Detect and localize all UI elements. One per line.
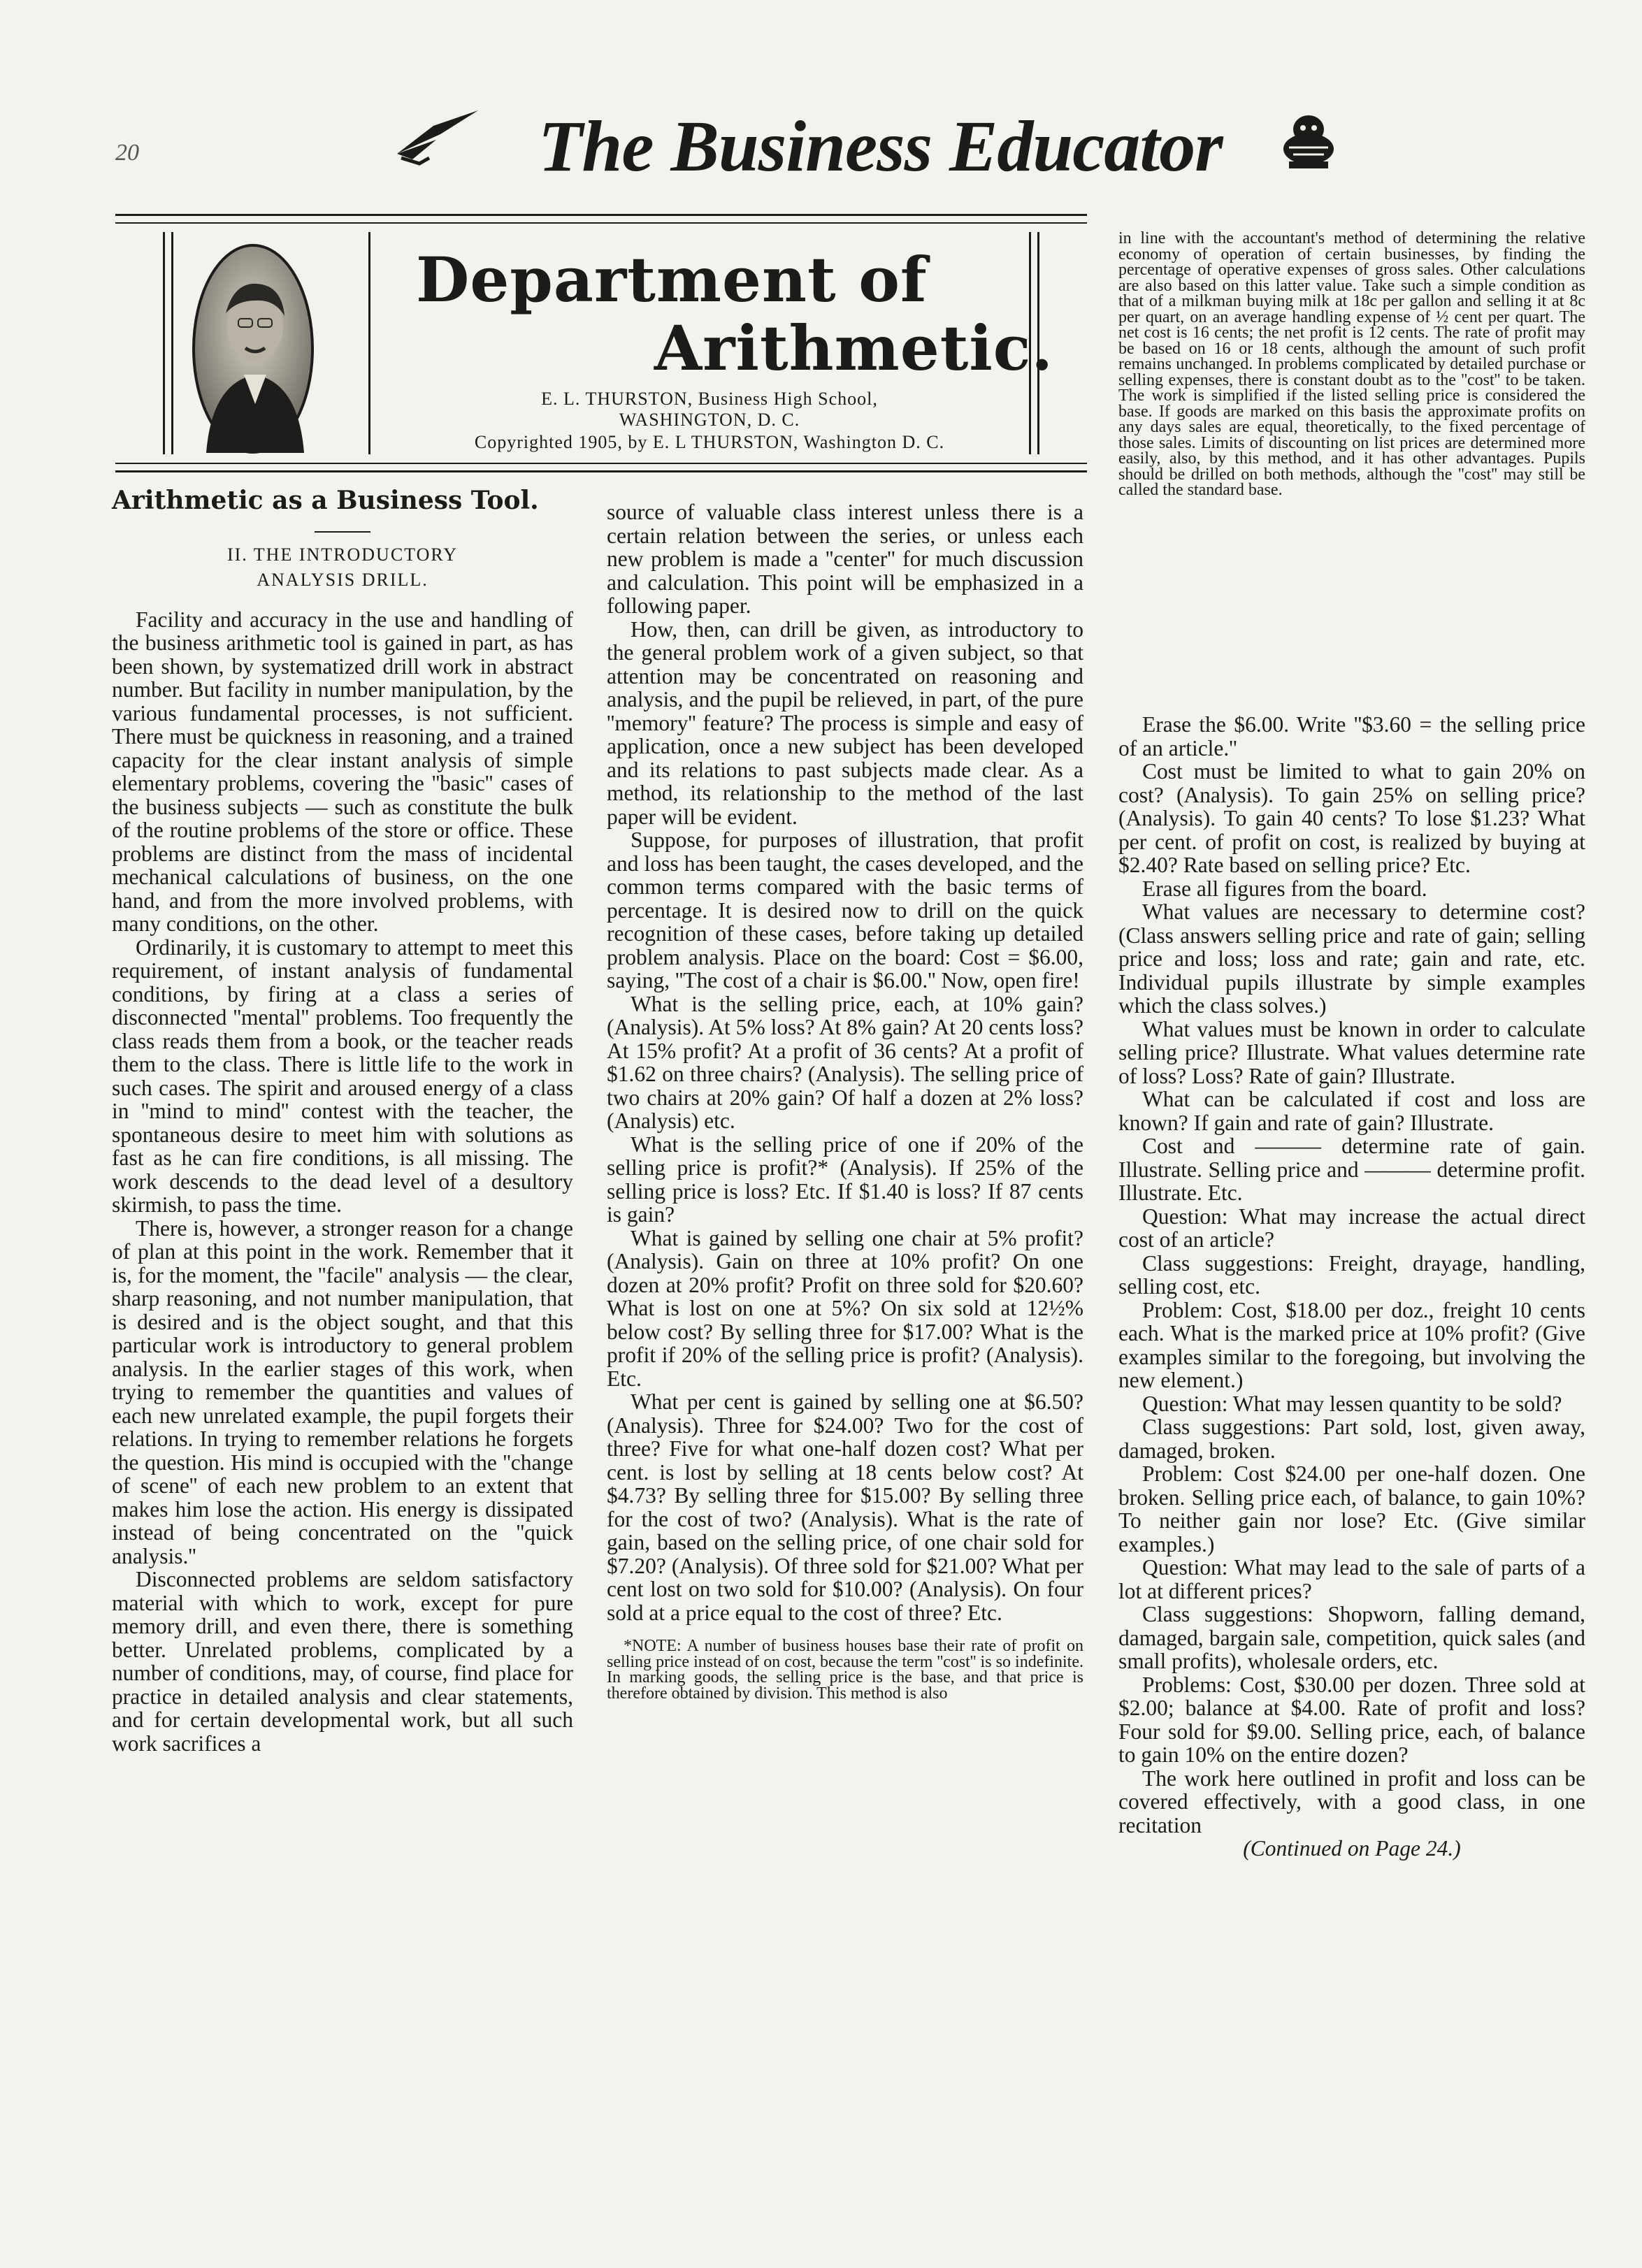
page-number: 20 [115,140,139,166]
section-heading-line1: II. THE INTRODUCTORY [226,544,459,565]
footnote [607,1638,1083,1701]
paragraph: Cost and ——— determine rate of gain. Illustrate. Selling price and ——— determine profit. Illustrate. Etc. [1118,1134,1585,1205]
paragraph: Problems: Cost, $30.00 per dozen. Three sold at $2.00; balance at $4.00. Rate of profit and loss? Four sold for $9.00. Selling price, each, of balance to gain 10% on the entire dozen? [1118,1672,1585,1767]
paragraph: Erase the $6.00. Write ''$3.60 = the selling price of an article.'' [1118,712,1585,760]
paragraph: What per cent is gained by selling one at $6.50? (Analysis). Three for $24.00? Two for the cost of three? Five for what one-half dozen cost? What per cent. is lost by selling at 18 cents below cost? At $4.73? By selling three for $15.00? By selling three for the cost of two? (Analysis). What is the rate of gain, based on the selling price, of one chair sold for $7.20? (Analysis). Of three sold for $21.00? What per cent lost on two sold for $10.00? (Analysis). On four sold at a price equal to the cost of three? Etc. [607,1389,1083,1625]
department-title-line2: Arithmetic. [654,312,1053,384]
paragraph: Class suggestions: Part sold, lost, given away, damaged, broken. [1118,1415,1585,1463]
paragraph: Class suggestions: Shopworn, falling demand, damaged, bargain sale, competition, quick sales (and small profits), wholesale orders, etc. [1118,1602,1585,1673]
paragraph: What values are necessary to determine cost? (Class answers selling price and rate of gain; selling price and loss; loss and rate; gain and rate, etc. Individual pupils illustrate by simple examples which the class solves.) [1118,900,1585,1018]
column-middle [607,500,1083,1701]
paragraph: Question: What may lead to the sale of parts of a lot at different prices? [1118,1555,1585,1603]
quill-pen-icon [391,105,482,168]
paragraph: What values must be known in order to calculate selling price? Illustrate. What values determine rate of loss? Loss? Rate of gain? Illustrate. [1118,1016,1585,1088]
paragraph: What can be calculated if cost and loss are known? If gain and rate of gain? Illustrate. [1118,1087,1585,1135]
copyright-line: Copyrighted 1905, by E. L THURSTON, Washington D. C. [474,432,945,452]
paragraph: Cost must be limited to what to gain 20% on cost? (Analysis). To gain 25% on selling price? (Analysis). To gain 40 cents? To lose $1.23? What per cent. of profit on cost, is realized by buying at $2.40? Rate based on selling price? Etc. [1118,759,1585,877]
section-heading-line2: ANALYSIS DRILL. [257,569,428,590]
paragraph: What is the selling price, each, at 10% gain? (Analysis). At 5% loss? At 8% gain? At 20 cents loss? At 15% profit? At a profit of 36 cents? At a profit of $1.62 on three chairs? (Analysis). The selling price of two chairs at 20% gain? Of half a dozen at 2% loss? (Analysis) etc. [607,991,1083,1133]
paragraph: What is gained by selling one chair at 5% profit? (Analysis). Gain on three at 10% profit? On one dozen at 20% profit? Profit on three sold for $20.60? What is lost on one at 5%? On six sold at 12½% below cost? By selling three for $17.00? What is the profit if 20% of the selling price is profit? (Analysis). Etc. [607,1225,1083,1391]
section-heading [112,531,573,593]
paragraph: How, then, can drill be given, as introductory to the general problem work of a given subject, so that attention may be concentrated on reasoning and analysis, and the pupil be relieved, in part, of the pure ''memory'' feature? The process is simple and easy of application, once a new subject has been developed and its relations to past subjects made clear. As a method, its relationship to the method of the last paper will be evident. [607,616,1083,829]
column-right [1118,713,1585,1861]
beehive-ornament-icon [1279,108,1339,171]
paragraph: There is, however, a stronger reason for a change of plan at this point in the work. Remember that it is, for the moment, the ''facile'' analysis — the clear, sharp reasoning, and not number manipulation, that is desired and is the object sought, and that this particular work is introductory to general problem analysis. In the earlier stages of this work, when trying to remember the quantities and values of each new unrelated example, the pupil forgets their relations. In trying to remember relations he forgets the question. His mind is occupied with the ''change of scene'' of each new problem to an extent that makes him lose the action. His energy is dissipated instead of being concentrated on the ''quick analysis.'' [112,1215,573,1568]
paragraph: Question: What may increase the actual direct cost of an article? [1118,1204,1585,1252]
paragraph: The work here outlined in profit and loss can be covered effectively, with a good class, in one recitation [1118,1765,1585,1837]
column-left [112,486,573,1756]
footnote-continuation-text: in line with the accountant's method of determining the relative economy of operation of certain businesses, by finding the percentage of operative expenses of gross sales. Other calculations are also based on this latter value. Take such a simple condition as that of a milkman buying milk at 18c per gallon and selling it at 8c per quart, on an average handling expense of ½ cent per quart. The net cost is 16 cents; the net profit is 12 cents. The rate of profit may be based on 16 or 18 cents, although the amount of such profit remains unchanged. In problems complicated by detailed purchase or selling expenses, there is constant doubt as to the ''cost'' to be taken. The work is simplified if the listed selling price is considered the base. If goods are marked on this basis the approximate profits on any days sales are equal, theoretically, to the fixed percentage of those sales. Limits of discounting on list prices are determined more easily, also, by this method, and it has other advantages. Pupils should be drilled on both methods, although the ''cost'' may still be called the standard base. [1118,229,1585,499]
author-portrait [192,243,315,454]
paragraph: Problem: Cost, $18.00 per doz., freight 10 cents each. What is the marked price at 10% profit? (Give examples similar to the foregoing, but involving the new element.) [1118,1297,1585,1392]
paragraph: Erase all figures from the board. [1142,876,1427,901]
footnote-continuation [1118,231,1585,498]
paragraph: What is the selling price of one if 20% of the selling price is profit?* (Analysis). If 25% of the selling price is loss? Etc. If $1.40 is loss? If 87 cents is gain? [607,1132,1083,1227]
paragraph: Ordinarily, it is customary to attempt to meet this requirement, of instant analysis of fundamental conditions, by firing at a class a series of disconnected ''mental'' problems. Too frequently the class reads them from a book, or the teacher reads them to the class. There is little life to the work in such cases. The spirit and aroused energy of a class in ''mind to mind'' contest with the teacher, the spontaneous desire to meet him with solutions as fast as he can fire conditions, is all missing. The work descends to the dead level of a desultory skirmish, to pass the time. [112,934,573,1217]
paragraph: Suppose, for purposes of illustration, that profit and loss has been taught, the cases developed, and the common terms compared with the basic terms of percentage. It is desired now to drill on the quick recognition of these cases, before taking up detailed problem analysis. Place on the board: Cost = $6.00, saying, ''The cost of a chair is $6.00.'' Now, open fire! [607,828,1083,992]
masthead-title: The Business Educator [538,106,1223,187]
author-location: WASHINGTON, D. C. [619,410,800,430]
paragraph: Disconnected problems are seldom satisfactory material with which to work, except for pure memory drill, and even there, there is something better. Unrelated problems, complicated by a number of conditions, may, of course, find place for practice in detailed analysis and clear statements, and for certain developmental work, but all such work sacrifices a [112,1567,573,1756]
paragraph: Question: What may lessen quantity to be sold? [1142,1391,1562,1416]
article-title: Arithmetic as a Business Tool. [112,486,539,515]
paragraph: Problem: Cost $24.00 per one-half dozen. One broken. Selling price each, of balance, to gain 10%? To neither gain nor lose? Etc. (Give similar examples.) [1118,1461,1585,1556]
department-title-line1: Department of [416,243,928,316]
paragraph: Class suggestions: Freight, drayage, handling, selling cost, etc. [1118,1250,1585,1299]
department-header [115,214,1087,472]
footnote-text: *NOTE: A number of business houses base their rate of profit on selling price instead of on cost, because the term ''cost'' is so indefinite. In marking goods, the selling price is the base, and that price is therefore obtained by division. This method is also [607,1637,1083,1703]
continued-notice: (Continued on Page 24.) [1243,1836,1461,1861]
paragraph: Facility and accuracy in the use and handling of the business arithmetic tool is gained in part, as has been shown, by systematized drill work in abstract number. But facility in number manipulation, by the various fundamental processes, is not sufficient. There must be quickness in reasoning, and a trained capacity for the clear instant analysis of simple elementary problems, covering the ''basic'' cases of the business subjects — such as constitute the bulk of the routine problems of the store or office. These problems are distinct from the mass of incidental mechanical calculations of business, on the one hand, and from the more involved problems, with many conditions, on the other. [112,607,573,936]
author-byline: E. L. THURSTON, Business High School, [541,389,878,409]
paragraph: source of valuable class interest unless there is a certain relation between the series, or unless each new problem is made a ''center'' for much discussion and calculation. This point will be emphasized in a following paper. [607,500,1083,618]
